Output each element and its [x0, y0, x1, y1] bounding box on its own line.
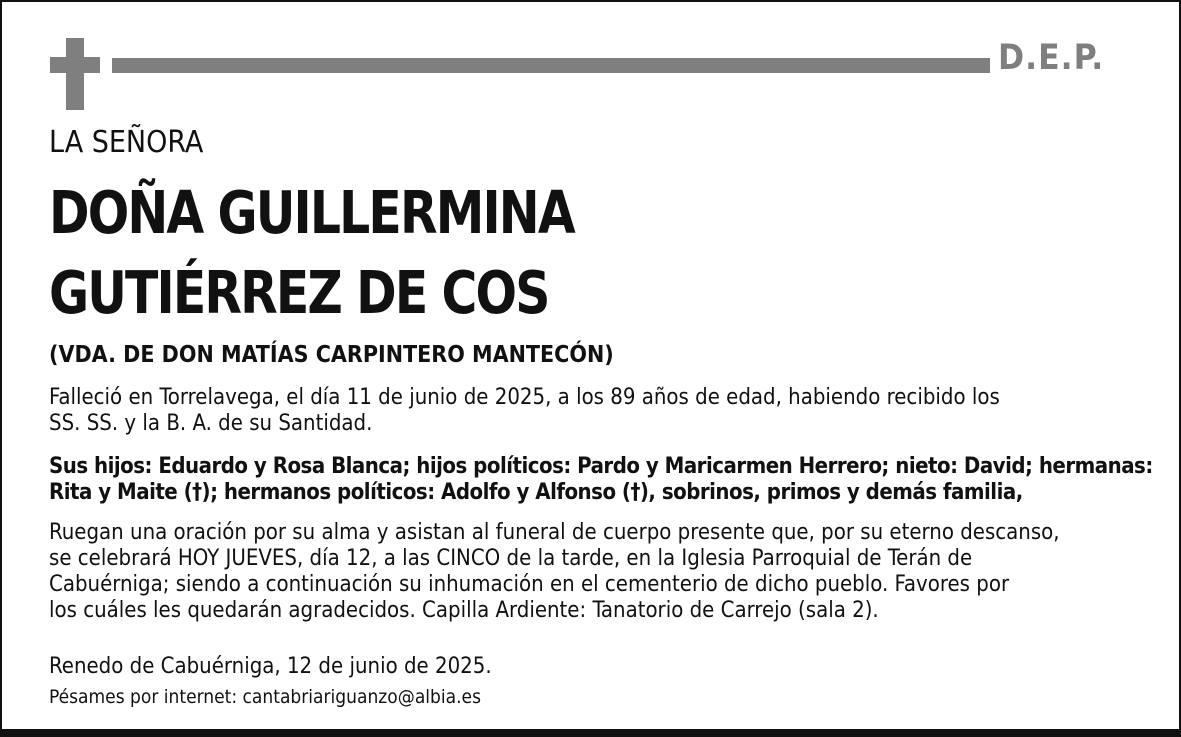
condolences-contact: Pésames por internet: cantabriariguanzo@albia.es: [49, 686, 481, 708]
family-line: Sus hijos: Eduardo y Rosa Blanca; hijos políticos: Pardo y Maricarmen Herrero; nieto: David; hermanas:: [49, 454, 1153, 479]
deceased-name-line2: GUTIÉRREZ DE COS: [49, 258, 549, 327]
header-rule: [112, 58, 990, 73]
family-line: Rita y Maite (†); hermanos políticos: Adolfo y Alfonso (†), sobrinos, primos y demás familia,: [49, 480, 1023, 505]
cross-icon: [50, 38, 100, 110]
place-date: Renedo de Cabuérniga, 12 de junio de 2025.: [49, 654, 492, 679]
request-line: Ruegan una oración por su alma y asistan al funeral de cuerpo presente que, por su eterno descanso,: [49, 520, 1060, 545]
death-notice: [49, 385, 1000, 437]
honorific: LA SEÑORA: [49, 125, 204, 160]
widow-of: (VDA. DE DON MATÍAS CARPINTERO MANTECÓN): [49, 342, 614, 368]
death-notice-line: Falleció en Torrelavega, el día 11 de junio de 2025, a los 89 años de edad, habiendo recibido los: [49, 385, 1000, 410]
dep-label: D.E.P.: [998, 38, 1105, 78]
funeral-request: [49, 520, 1060, 624]
family-list: [49, 454, 1153, 506]
request-line: Cabuérniga; siendo a continuación su inhumación en el cementerio de dicho pueblo. Favores por: [49, 572, 1010, 597]
request-line: se celebrará HOY JUEVES, día 12, a las CINCO de la tarde, en la Iglesia Parroquial de Terán de: [49, 546, 973, 571]
death-notice-line: SS. SS. y la B. A. de su Santidad.: [49, 411, 373, 436]
request-line: los cuáles les quedarán agradecidos. Capilla Ardiente: Tanatorio de Carrejo (sala 2).: [49, 598, 879, 623]
deceased-name-line1: DOÑA GUILLERMINA: [49, 178, 574, 247]
